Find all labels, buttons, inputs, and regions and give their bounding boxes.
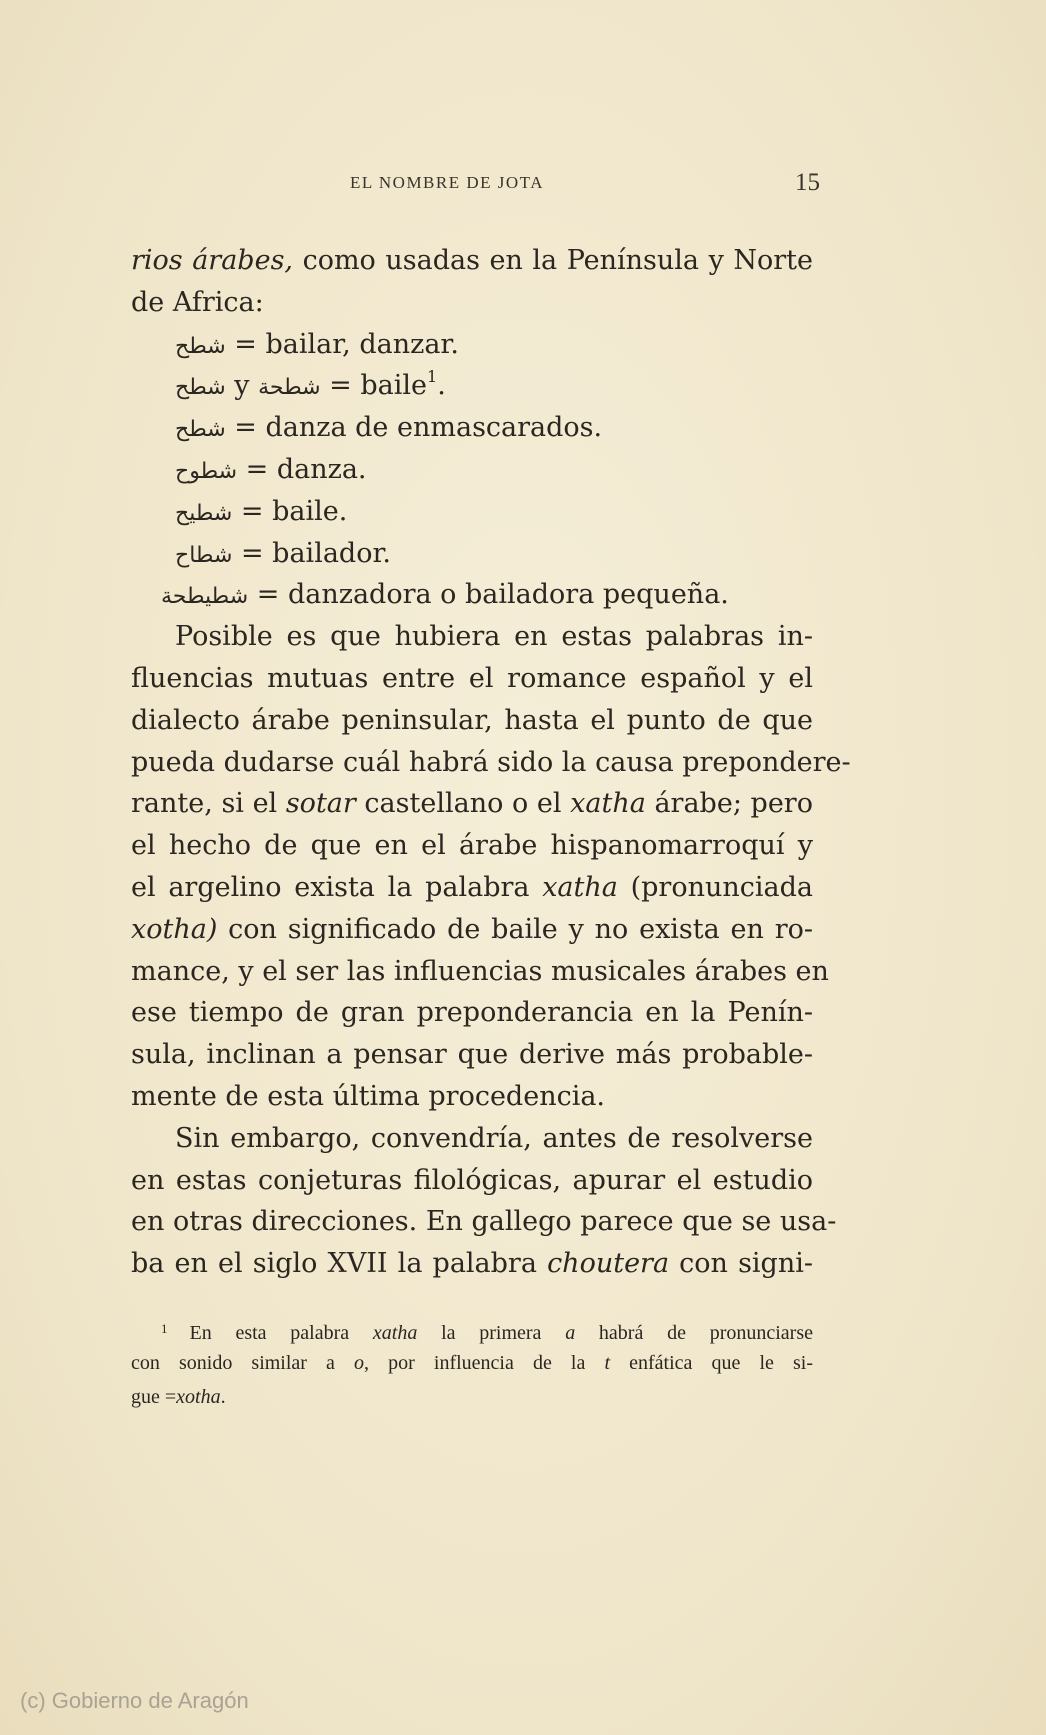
italic-word: xatha bbox=[542, 871, 618, 903]
text-span: , por influencia de la bbox=[364, 1352, 605, 1374]
text-span: como usadas en la Península y Norte bbox=[293, 245, 813, 276]
page-number: 15 bbox=[795, 169, 820, 196]
text-line: de Africa: bbox=[131, 286, 264, 318]
text-span: con sonido similar a bbox=[131, 1352, 355, 1374]
text-span: . bbox=[437, 370, 446, 402]
text-span: el argelino exista la palabra bbox=[131, 871, 543, 903]
definition: = bailar, danzar. bbox=[225, 328, 459, 360]
glossary-entry bbox=[131, 533, 813, 575]
arabic-word: شطيطحة bbox=[161, 584, 249, 610]
text-span: con signi- bbox=[669, 1248, 813, 1280]
footnote-mark: 1 bbox=[161, 1321, 168, 1336]
italic-word: xatha bbox=[570, 788, 646, 820]
page-header bbox=[130, 169, 820, 203]
footnote-line bbox=[131, 1312, 813, 1346]
text-line bbox=[131, 1243, 813, 1285]
text-span: habrá de pronunciarse bbox=[575, 1322, 813, 1344]
footnote-ref: 1 bbox=[427, 367, 438, 387]
text-line bbox=[131, 867, 813, 909]
arabic-word: شطيح bbox=[175, 500, 233, 526]
footnote-line bbox=[131, 1380, 813, 1414]
italic-word: o bbox=[354, 1352, 365, 1374]
definition: = danza de enmascarados. bbox=[225, 412, 603, 444]
footnote-line bbox=[131, 1346, 813, 1380]
text-line: mente de esta última procedencia. bbox=[131, 1080, 606, 1112]
glossary-entry bbox=[131, 574, 813, 616]
text-span: ba en el siglo XVII la palabra bbox=[131, 1248, 548, 1280]
conjunction: y bbox=[225, 370, 259, 402]
arabic-word: شطوح bbox=[175, 458, 238, 484]
italic-word: a bbox=[565, 1322, 576, 1344]
arabic-word: شطحة bbox=[258, 375, 321, 401]
text-line: el hecho de que en el árabe hispanomarroquí y bbox=[131, 830, 813, 862]
italic-word: choutera bbox=[547, 1248, 670, 1280]
running-title: EL NOMBRE DE JOTA bbox=[350, 173, 544, 192]
italic-word: xotha) bbox=[131, 913, 218, 945]
glossary-entry bbox=[131, 324, 813, 366]
text-line: mance, y el ser las influencias musicales árabes en bbox=[131, 955, 829, 987]
definition: = baile. bbox=[232, 495, 348, 527]
definition: = danza. bbox=[237, 453, 367, 485]
body-text bbox=[131, 240, 851, 1285]
italic-phrase: rios árabes, bbox=[131, 245, 294, 276]
text-line: dialecto árabe peninsular, hasta el punto de que bbox=[131, 704, 813, 736]
glossary-entry bbox=[131, 407, 813, 449]
text-span: (pronunciada bbox=[617, 871, 813, 903]
text-span: rante, si el bbox=[131, 788, 286, 820]
arabic-word: شطاح bbox=[175, 542, 233, 568]
text-span: . bbox=[220, 1386, 226, 1408]
arabic-word: شطح bbox=[175, 417, 226, 443]
text-line bbox=[131, 240, 813, 282]
paragraph bbox=[131, 616, 851, 1118]
italic-word: xotha bbox=[176, 1386, 221, 1408]
text-span: En esta palabra bbox=[189, 1322, 373, 1344]
arabic-word: شطح bbox=[175, 375, 226, 401]
text-line bbox=[131, 783, 813, 825]
text-line: Sin embargo, convendría, antes de resolverse bbox=[175, 1122, 813, 1154]
text-line: pueda dudarse cuál habrá sido la causa prepondere- bbox=[131, 746, 851, 778]
definition: = danzadora o bailadora pequeña. bbox=[248, 579, 729, 611]
text-line: ese tiempo de gran preponderancia en la Penín- bbox=[131, 997, 813, 1029]
text-line: fluencias mutuas entre el romance español y el bbox=[131, 662, 813, 694]
paragraph bbox=[131, 1118, 837, 1285]
text-span: gue = bbox=[131, 1386, 177, 1408]
copyright-watermark: (c) Gobierno de Aragón bbox=[20, 1688, 249, 1713]
definition: = bailador. bbox=[232, 537, 391, 569]
text-line: en estas conjeturas filológicas, apurar el estudio bbox=[131, 1164, 813, 1196]
text-line: Posible es que hubiera en estas palabras in- bbox=[175, 621, 813, 653]
text-span: enfática que le si- bbox=[610, 1352, 813, 1374]
glossary-entry bbox=[131, 449, 813, 491]
text-span: castellano o el bbox=[355, 788, 571, 820]
glossary-entry bbox=[131, 365, 813, 407]
arabic-word: شطح bbox=[175, 333, 226, 359]
definition: = baile bbox=[320, 370, 428, 402]
footnote bbox=[131, 1312, 813, 1414]
text-span: árabe; pero bbox=[645, 788, 813, 820]
text-line: en otras direcciones. En gallego parece que se usa- bbox=[131, 1206, 837, 1238]
italic-word: sotar bbox=[285, 788, 356, 820]
text-line: sula, inclinan a pensar que derive más probable- bbox=[131, 1039, 813, 1071]
italic-word: xatha bbox=[372, 1322, 418, 1344]
italic-word: t bbox=[604, 1352, 611, 1374]
text-span: la primera bbox=[417, 1322, 566, 1344]
glossary-entry bbox=[131, 491, 813, 533]
text-span: con significado de baile y no exista en ro- bbox=[217, 913, 813, 945]
text-line bbox=[131, 909, 813, 951]
